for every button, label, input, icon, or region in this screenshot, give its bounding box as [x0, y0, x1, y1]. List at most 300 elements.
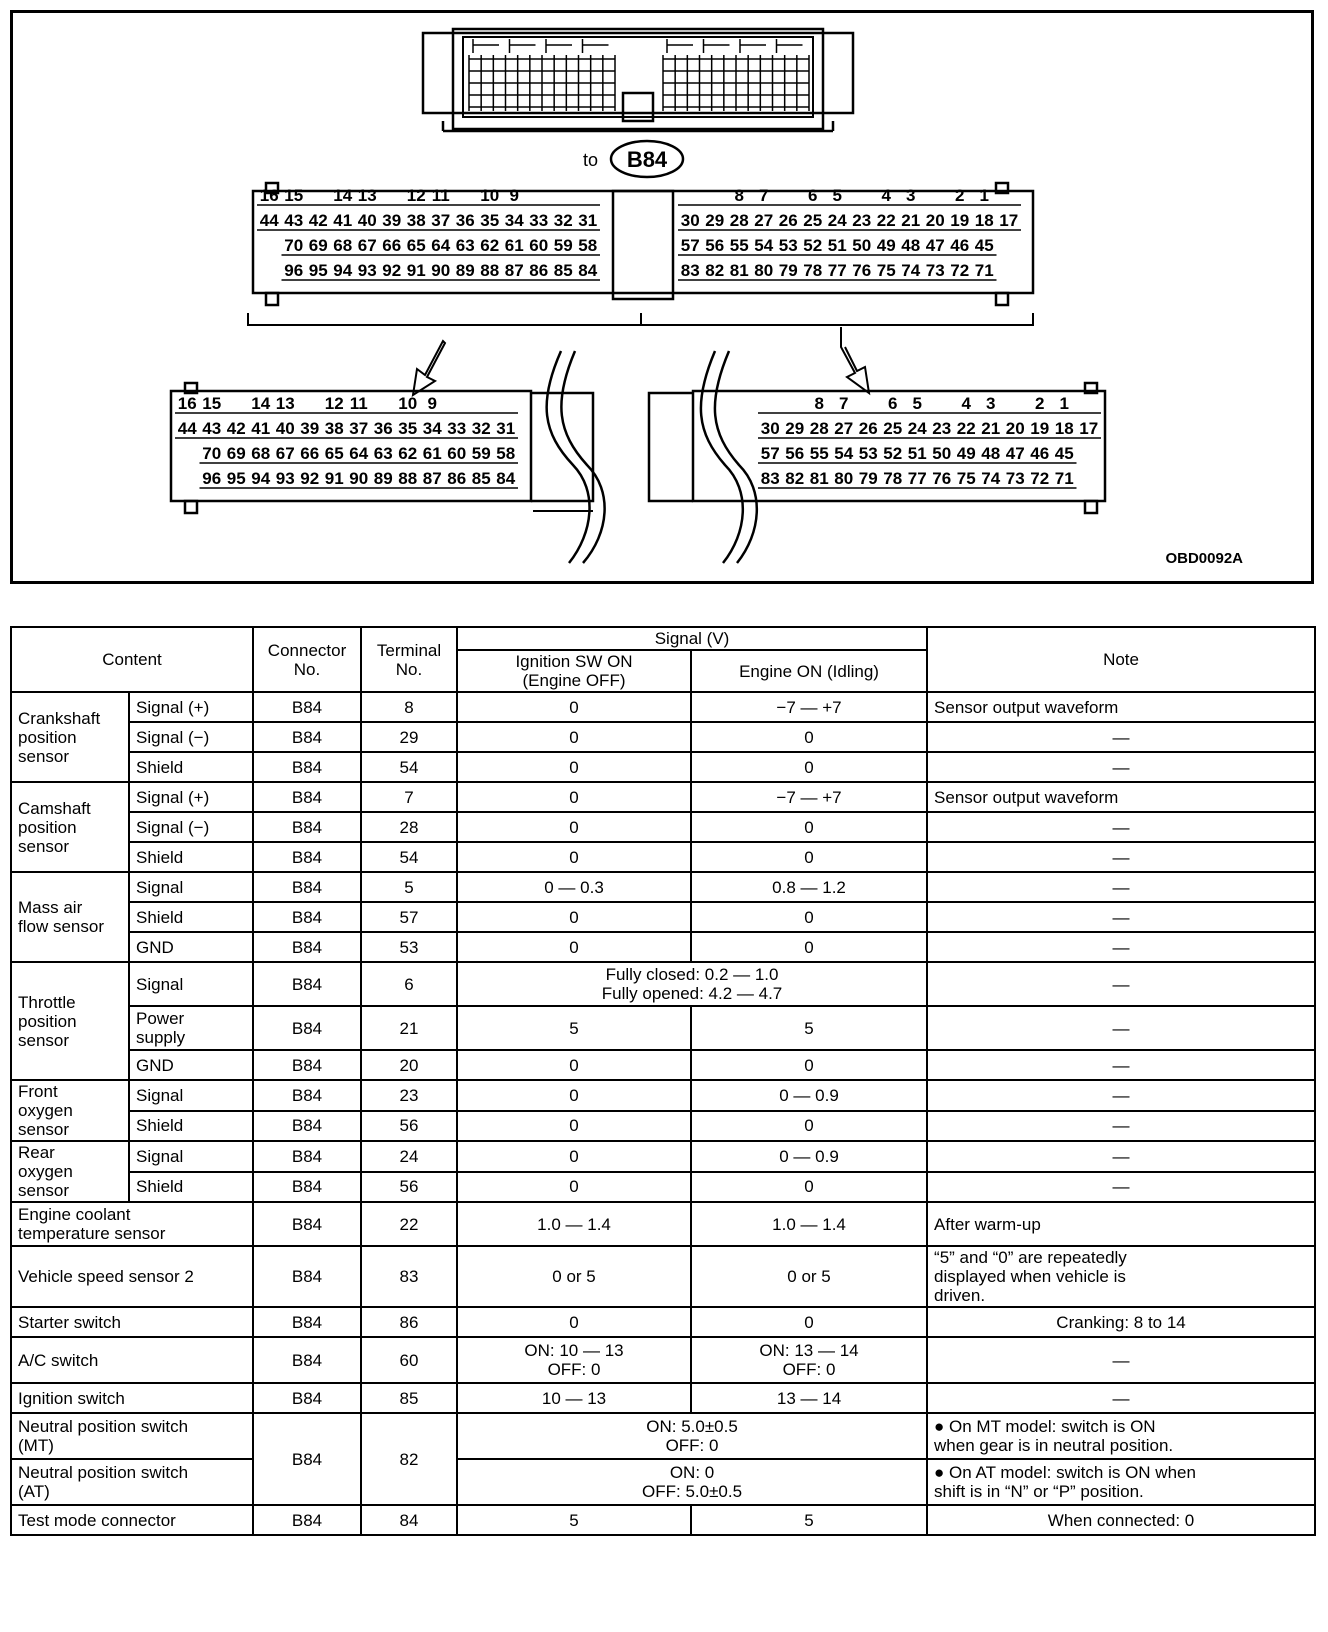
signal-spec-table	[10, 626, 1316, 1536]
pin-number: 80	[834, 469, 854, 488]
pin-number: 66	[300, 444, 320, 463]
pin-number: 24	[827, 211, 847, 230]
pin-number: 78	[883, 469, 903, 488]
content-group-rear_o2: Rear oxygen sensor	[11, 1141, 129, 1202]
pin-number: 81	[729, 261, 749, 280]
pin-number: 69	[308, 236, 328, 255]
pin-number: 76	[852, 261, 872, 280]
pin-number: 84	[496, 469, 516, 488]
connector-no: B84	[253, 1413, 361, 1505]
pin-number: 49	[876, 236, 896, 255]
table-row	[11, 1006, 1315, 1050]
pin-number: 21	[901, 211, 921, 230]
pin-number: 54	[754, 236, 774, 255]
main-connector-pins	[257, 186, 1021, 280]
note: —	[927, 1111, 1315, 1142]
pin-number: 92	[300, 469, 320, 488]
pin-number: 34	[422, 419, 442, 438]
pin-number: 10	[480, 186, 500, 205]
arrow-right-icon	[841, 327, 869, 393]
connector-no: B84	[253, 1307, 361, 1337]
connector-no: B84	[253, 1006, 361, 1050]
note: —	[927, 1080, 1315, 1111]
pin-number: 84	[578, 261, 598, 280]
table-row	[11, 1413, 1315, 1459]
content-sub-label: Signal (+)	[129, 692, 253, 722]
header-ignition-sw-on: Ignition SW ON (Engine OFF)	[457, 650, 691, 692]
pin-number: 87	[422, 469, 442, 488]
pin-number: 56	[705, 236, 725, 255]
pin-number: 52	[803, 236, 823, 255]
pin-number: 20	[1005, 419, 1025, 438]
pin-number: 82	[705, 261, 725, 280]
pin-number: 32	[471, 419, 491, 438]
signal-ignition-sw-on: 0	[457, 1307, 691, 1337]
pin-number: 42	[226, 419, 246, 438]
pin-number: 22	[956, 419, 976, 438]
pin-number: 94	[333, 261, 353, 280]
pin-number: 72	[1030, 469, 1050, 488]
pin-number: 67	[357, 236, 377, 255]
note: When connected: 0	[927, 1505, 1315, 1535]
pin-number: 60	[529, 236, 549, 255]
pin-number: 54	[834, 444, 854, 463]
pin-number: 71	[1054, 469, 1074, 488]
signal-ignition-sw-on: 0	[457, 692, 691, 722]
signal-ignition-sw-on: 0 — 0.3	[457, 872, 691, 902]
pin-number: 37	[431, 211, 451, 230]
pin-number: 96	[202, 469, 222, 488]
note: —	[927, 962, 1315, 1006]
pin-number: 43	[202, 419, 222, 438]
pin-number: 7	[759, 186, 769, 205]
pin-number: 93	[357, 261, 377, 280]
to-label: to	[583, 150, 599, 170]
pin-number: 70	[284, 236, 304, 255]
terminal-no: 82	[361, 1413, 457, 1505]
content-label: Neutral position switch (MT)	[11, 1413, 253, 1459]
table-row	[11, 1307, 1315, 1337]
pin-number: 30	[680, 211, 700, 230]
header-content: Content	[11, 627, 253, 692]
signal-ignition-sw-on: 0	[457, 812, 691, 842]
pin-number: 3	[906, 186, 916, 205]
note: —	[927, 1383, 1315, 1413]
note: —	[927, 722, 1315, 752]
pin-number: 55	[809, 444, 829, 463]
terminal-no: 54	[361, 752, 457, 782]
pin-number: 11	[349, 394, 368, 413]
signal-ignition-sw-on: ON: 10 — 13 OFF: 0	[457, 1337, 691, 1383]
pin-number: 91	[406, 261, 426, 280]
terminal-no: 6	[361, 962, 457, 1006]
note: ● On MT model: switch is ON when gear is in neutral position.	[927, 1413, 1315, 1459]
signal-engine-on: 0.8 — 1.2	[691, 872, 927, 902]
pin-number: 34	[504, 211, 524, 230]
content-sub-label: Signal	[129, 872, 253, 902]
signal-ignition-sw-on: 0	[457, 1172, 691, 1203]
table-row	[11, 1172, 1315, 1203]
connector-no: B84	[253, 692, 361, 722]
pin-number: 44	[259, 211, 279, 230]
pin-number: 30	[760, 419, 780, 438]
pin-number: 2	[955, 186, 965, 205]
table-row	[11, 1505, 1315, 1535]
pin-number: 46	[950, 236, 970, 255]
pin-number: 77	[827, 261, 847, 280]
table-row	[11, 872, 1315, 902]
content-label: Ignition switch	[11, 1383, 253, 1413]
table-row	[11, 932, 1315, 962]
pin-number: 73	[925, 261, 945, 280]
terminal-no: 54	[361, 842, 457, 872]
table-row	[11, 782, 1315, 812]
signal-engine-on: 0	[691, 1050, 927, 1080]
pin-number: 86	[447, 469, 467, 488]
content-label: Engine coolant temperature sensor	[11, 1202, 253, 1246]
table-row	[11, 842, 1315, 872]
pin-number: 7	[839, 394, 849, 413]
table-row	[11, 1141, 1315, 1172]
pin-number: 40	[357, 211, 377, 230]
header-terminal-no: Terminal No.	[361, 627, 457, 692]
pin-number: 79	[858, 469, 878, 488]
signal-engine-on: 0	[691, 1172, 927, 1203]
pin-number: 6	[808, 186, 818, 205]
note: —	[927, 812, 1315, 842]
pin-number: 63	[373, 444, 393, 463]
pin-number: 13	[357, 186, 377, 205]
content-sub-label: Signal (−)	[129, 812, 253, 842]
arrow-left-icon	[413, 341, 445, 395]
pin-number: 50	[852, 236, 872, 255]
pin-number: 12	[324, 394, 344, 413]
pin-number: 9	[509, 186, 519, 205]
signal-engine-on: 0	[691, 812, 927, 842]
signal-engine-on: −7 — +7	[691, 692, 927, 722]
break-lines	[547, 351, 757, 563]
signal-ignition-sw-on: 0	[457, 1111, 691, 1142]
content-sub-label: Shield	[129, 752, 253, 782]
pin-number: 92	[382, 261, 402, 280]
signal-ignition-sw-on: 0	[457, 932, 691, 962]
content-sub-label: Shield	[129, 1111, 253, 1142]
pin-number: 62	[480, 236, 500, 255]
half-connector-pins	[175, 394, 1101, 488]
pin-number: 16	[177, 394, 197, 413]
pin-number: 45	[974, 236, 994, 255]
pin-number: 77	[907, 469, 927, 488]
pin-number: 89	[455, 261, 475, 280]
pin-number: 46	[1030, 444, 1050, 463]
pin-number: 4	[961, 394, 971, 413]
pin-number: 82	[785, 469, 805, 488]
pin-number: 85	[553, 261, 573, 280]
pin-number: 29	[705, 211, 725, 230]
note: ● On AT model: switch is ON when shift is in “N” or “P” position.	[927, 1459, 1315, 1505]
pin-number: 18	[1054, 419, 1074, 438]
signal-value: ON: 0 OFF: 5.0±0.5	[457, 1459, 927, 1505]
table-row	[11, 812, 1315, 842]
pin-number: 15	[202, 394, 222, 413]
pin-number: 3	[986, 394, 996, 413]
pin-number: 35	[480, 211, 500, 230]
content-sub-label: GND	[129, 932, 253, 962]
pin-number: 48	[901, 236, 921, 255]
pin-number: 31	[578, 211, 598, 230]
terminal-no: 5	[361, 872, 457, 902]
pin-number: 18	[974, 211, 994, 230]
connector-no: B84	[253, 1505, 361, 1535]
pin-number: 41	[251, 419, 271, 438]
connector-id-label: B84	[626, 147, 668, 172]
signal-engine-on: 0 — 0.9	[691, 1080, 927, 1111]
pin-number: 51	[827, 236, 847, 255]
pin-number: 88	[398, 469, 418, 488]
pin-number: 23	[932, 419, 952, 438]
table-row	[11, 1080, 1315, 1111]
pin-number: 12	[406, 186, 426, 205]
pin-number: 62	[398, 444, 418, 463]
pin-number: 68	[251, 444, 271, 463]
pin-number: 28	[729, 211, 749, 230]
pin-number: 89	[373, 469, 393, 488]
terminal-no: 29	[361, 722, 457, 752]
terminal-no: 53	[361, 932, 457, 962]
content-label: Test mode connector	[11, 1505, 253, 1535]
pin-number: 8	[734, 186, 744, 205]
pin-number: 60	[447, 444, 467, 463]
pin-number: 36	[373, 419, 393, 438]
pin-number: 21	[981, 419, 1001, 438]
note: Sensor output waveform	[927, 782, 1315, 812]
header-connector-no: Connector No.	[253, 627, 361, 692]
pin-number: 9	[427, 394, 437, 413]
pin-number: 68	[333, 236, 353, 255]
connector-no: B84	[253, 842, 361, 872]
connector-no: B84	[253, 872, 361, 902]
pin-number: 39	[300, 419, 320, 438]
table-row	[11, 692, 1315, 722]
terminal-no: 21	[361, 1006, 457, 1050]
pin-number: 19	[1030, 419, 1050, 438]
connector-no: B84	[253, 1172, 361, 1203]
pin-number: 20	[925, 211, 945, 230]
pin-number: 33	[529, 211, 549, 230]
pin-number: 28	[809, 419, 829, 438]
pin-number: 66	[382, 236, 402, 255]
pin-number: 95	[308, 261, 328, 280]
terminal-no: 84	[361, 1505, 457, 1535]
pin-number: 41	[333, 211, 353, 230]
pin-number: 31	[496, 419, 516, 438]
pin-number: 40	[275, 419, 295, 438]
pin-number: 11	[431, 186, 450, 205]
header-engine-on: Engine ON (Idling)	[691, 650, 927, 692]
pin-number: 87	[504, 261, 524, 280]
signal-engine-on: 0	[691, 932, 927, 962]
terminal-no: 8	[361, 692, 457, 722]
note: —	[927, 902, 1315, 932]
table-row	[11, 1202, 1315, 1246]
signal-engine-on: 0	[691, 1307, 927, 1337]
pin-number: 58	[578, 236, 598, 255]
pin-number: 61	[422, 444, 442, 463]
pin-number: 74	[981, 469, 1001, 488]
note: —	[927, 932, 1315, 962]
pin-number: 27	[754, 211, 774, 230]
content-sub-label: Shield	[129, 1172, 253, 1203]
pin-number: 13	[275, 394, 295, 413]
signal-value: ON: 5.0±0.5 OFF: 0	[457, 1413, 927, 1459]
pin-number: 52	[883, 444, 903, 463]
signal-engine-on: ON: 13 — 14 OFF: 0	[691, 1337, 927, 1383]
signal-engine-on: 0	[691, 752, 927, 782]
table-row	[11, 1246, 1315, 1307]
pin-number: 42	[308, 211, 328, 230]
note: —	[927, 872, 1315, 902]
pin-number: 58	[496, 444, 516, 463]
pin-number: 4	[881, 186, 891, 205]
terminal-no: 24	[361, 1141, 457, 1172]
signal-ignition-sw-on: 0	[457, 752, 691, 782]
note: Sensor output waveform	[927, 692, 1315, 722]
pin-number: 65	[324, 444, 344, 463]
pin-number: 29	[785, 419, 805, 438]
pin-number: 85	[471, 469, 491, 488]
connector-no: B84	[253, 1202, 361, 1246]
terminal-no: 85	[361, 1383, 457, 1413]
signal-engine-on: 5	[691, 1006, 927, 1050]
connector-no: B84	[253, 932, 361, 962]
pin-number: 75	[876, 261, 896, 280]
note: “5” and “0” are repeatedly displayed when vehicle is driven.	[927, 1246, 1315, 1307]
pin-number: 53	[858, 444, 878, 463]
pin-number: 44	[177, 419, 197, 438]
note: —	[927, 752, 1315, 782]
content-label: A/C switch	[11, 1337, 253, 1383]
pin-number: 55	[729, 236, 749, 255]
pin-number: 86	[529, 261, 549, 280]
connector-no: B84	[253, 1246, 361, 1307]
figure-code: OBD0092A	[1165, 550, 1243, 567]
signal-ignition-sw-on: 0	[457, 1080, 691, 1111]
pin-number: 33	[447, 419, 467, 438]
pin-number: 90	[349, 469, 369, 488]
terminal-no: 57	[361, 902, 457, 932]
pin-number: 74	[901, 261, 921, 280]
note: —	[927, 1141, 1315, 1172]
pin-number: 16	[259, 186, 279, 205]
connector-no: B84	[253, 782, 361, 812]
content-sub-label: GND	[129, 1050, 253, 1080]
pin-number: 27	[834, 419, 854, 438]
pin-number: 88	[480, 261, 500, 280]
pin-number: 47	[925, 236, 945, 255]
terminal-no: 20	[361, 1050, 457, 1080]
content-label: Neutral position switch (AT)	[11, 1459, 253, 1505]
connector-no: B84	[253, 1337, 361, 1383]
pin-number: 5	[912, 394, 922, 413]
note: —	[927, 1337, 1315, 1383]
connector-no: B84	[253, 1111, 361, 1142]
pin-number: 14	[333, 186, 353, 205]
signal-ignition-sw-on: 0	[457, 722, 691, 752]
content-sub-label: Signal (+)	[129, 782, 253, 812]
connector-no: B84	[253, 1141, 361, 1172]
pin-number: 51	[907, 444, 927, 463]
note: —	[927, 1050, 1315, 1080]
content-group-camshaft: Camshaft position sensor	[11, 782, 129, 872]
connector-no: B84	[253, 722, 361, 752]
connector-no: B84	[253, 902, 361, 932]
header-signal: Signal (V)	[457, 627, 927, 650]
connector-no: B84	[253, 962, 361, 1006]
signal-engine-on: −7 — +7	[691, 782, 927, 812]
signal-engine-on: 0	[691, 902, 927, 932]
pin-number: 19	[950, 211, 970, 230]
pin-number: 71	[974, 261, 994, 280]
pin-number: 59	[553, 236, 573, 255]
connector-drawing	[13, 13, 1311, 581]
pin-number: 8	[814, 394, 824, 413]
content-group-throttle: Throttle position sensor	[11, 962, 129, 1080]
pin-number: 53	[778, 236, 798, 255]
pin-number: 49	[956, 444, 976, 463]
signal-ignition-sw-on: 0	[457, 1050, 691, 1080]
table-row	[11, 1383, 1315, 1413]
table-row	[11, 1050, 1315, 1080]
pin-number: 38	[324, 419, 344, 438]
signal-engine-on: 0	[691, 842, 927, 872]
pin-number: 17	[999, 211, 1019, 230]
pin-number: 23	[852, 211, 872, 230]
pin-number: 63	[455, 236, 475, 255]
signal-ignition-sw-on: 5	[457, 1006, 691, 1050]
terminal-no: 28	[361, 812, 457, 842]
signal-ignition-sw-on: 0	[457, 1141, 691, 1172]
pin-number: 43	[284, 211, 304, 230]
content-group-maf: Mass air flow sensor	[11, 872, 129, 962]
pin-number: 38	[406, 211, 426, 230]
pin-number: 47	[1005, 444, 1025, 463]
signal-engine-on: 0 — 0.9	[691, 1141, 927, 1172]
content-sub-label: Shield	[129, 842, 253, 872]
pin-number: 57	[680, 236, 700, 255]
content-label: Starter switch	[11, 1307, 253, 1337]
pin-number: 56	[785, 444, 805, 463]
pin-number: 83	[760, 469, 780, 488]
note: —	[927, 1006, 1315, 1050]
note: After warm-up	[927, 1202, 1315, 1246]
pin-number: 64	[431, 236, 451, 255]
terminal-no: 56	[361, 1111, 457, 1142]
terminal-no: 7	[361, 782, 457, 812]
content-label: Vehicle speed sensor 2	[11, 1246, 253, 1307]
note: —	[927, 1172, 1315, 1203]
pin-number: 35	[398, 419, 418, 438]
pin-number: 1	[979, 186, 989, 205]
pin-number: 32	[553, 211, 573, 230]
content-sub-label: Signal	[129, 962, 253, 1006]
pin-number: 94	[251, 469, 271, 488]
pin-number: 6	[888, 394, 898, 413]
pin-number: 72	[950, 261, 970, 280]
pin-number: 93	[275, 469, 295, 488]
content-group-crankshaft: Crankshaft position sensor	[11, 692, 129, 782]
pin-number: 48	[981, 444, 1001, 463]
terminal-no: 86	[361, 1307, 457, 1337]
